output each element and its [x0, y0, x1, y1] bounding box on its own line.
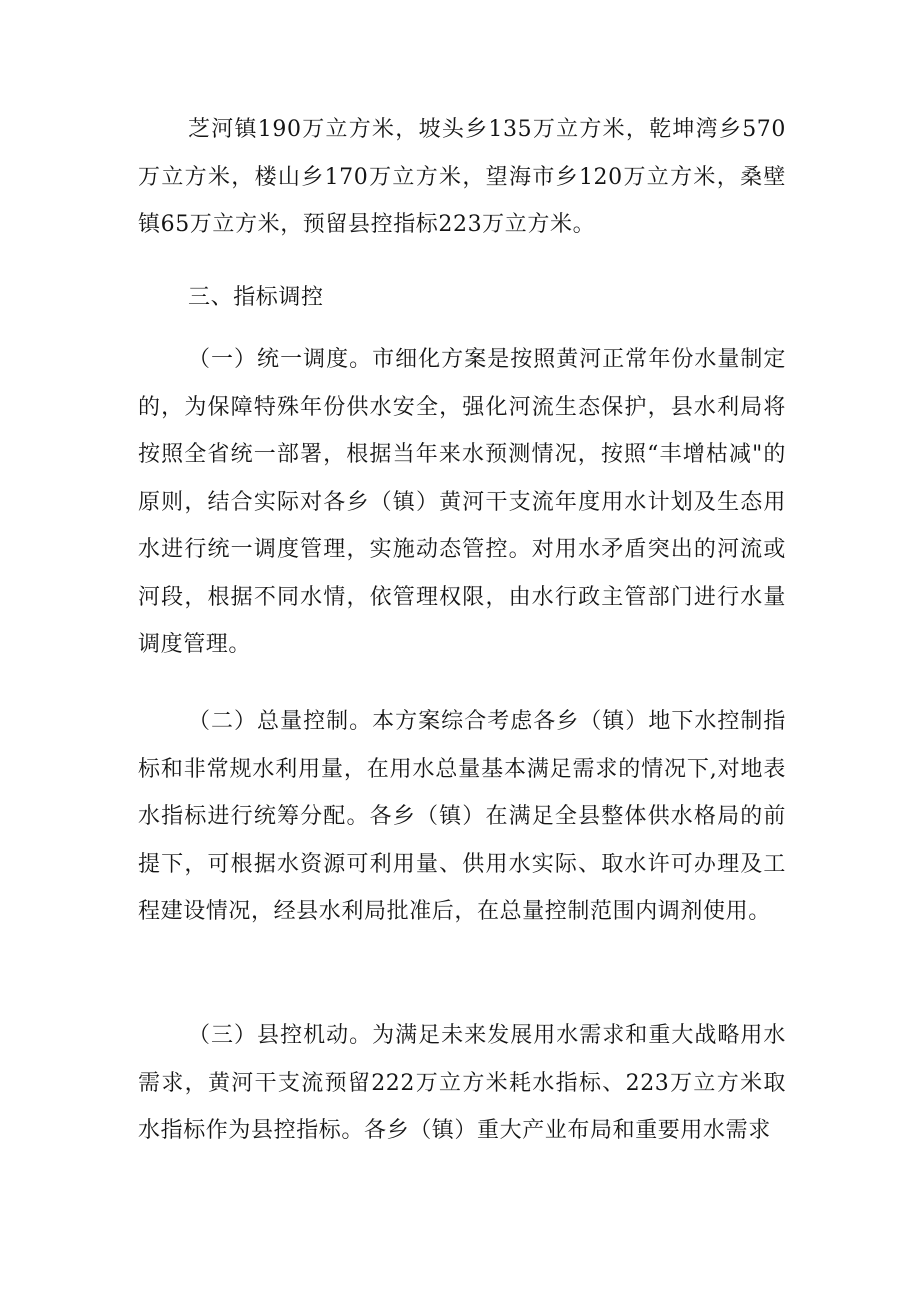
- paragraph-unified-dispatch: （一）统一调度。市细化方案是按照黄河正常年份水量制定的，为保障特殊年份供水安全，强化河流生态保护，县水利局将按照全省统一部署，根据当年来水预测情况，按照“丰增枯减"的原则，结合实际对各乡（镇）黄河干支流年度用水计划及生态用水进行统一调度管理，实施动态管控。对用水矛盾突出的河流或河段，根据不同水情，依管理权限，由水行政主管部门进行水量调度管理。: [138, 347, 786, 657]
- paragraph-allocation-tail: 芝河镇190万立方米，坡头乡135万立方米，乾坤湾乡570万立方米，楼山乡170万立方米，望海市乡120万立方米，桑壁镇65万立方米，预留县控指标223万立方米。: [138, 117, 786, 237]
- paragraph-county-reserve: （三）县控机动。为满足未来发展用水需求和重大战略用水需求，黄河干支流预留222万立方米耗水指标、223万立方米取水指标作为县控指标。各乡（镇）重大产业布局和重要用水需求: [138, 1023, 786, 1143]
- section-heading: 三、指标调控: [188, 285, 324, 310]
- paragraph-total-control: （二）总量控制。本方案综合考虑各乡（镇）地下水控制指标和非常规水利用量，在用水总量基本满足需求的情况下,对地表水指标进行统筹分配。各乡（镇）在满足全县整体供水格局的前提下，可根据水资源可利用量、供用水实际、取水许可办理及工程建设情况，经县水利局批准后，在总量控制范围内调剂使用。: [138, 709, 786, 924]
